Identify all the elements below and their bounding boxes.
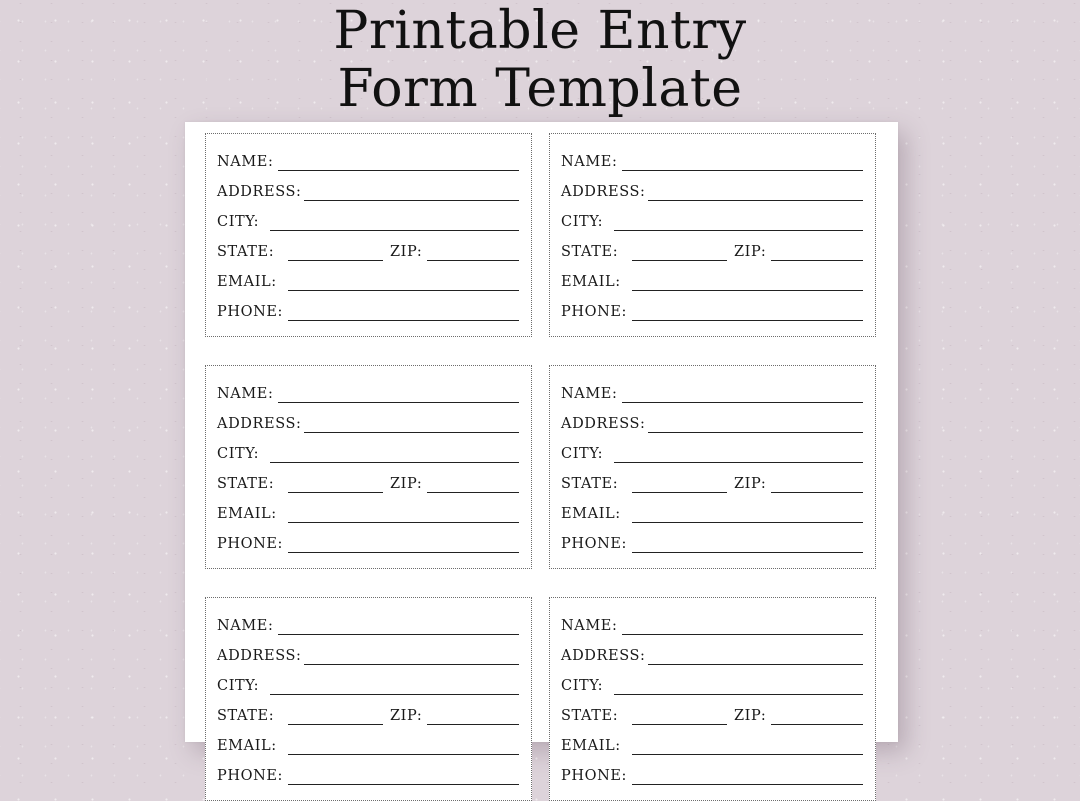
state-label: STATE: [217, 244, 275, 260]
phone-line[interactable] [288, 320, 519, 321]
zip-label: ZIP: [734, 708, 767, 724]
phone-label: PHONE: [561, 536, 628, 552]
address-line[interactable] [648, 664, 863, 665]
name-line[interactable] [622, 170, 863, 171]
city-label: CITY: [217, 678, 260, 694]
state-label: STATE: [217, 476, 275, 492]
zip-label: ZIP: [390, 476, 423, 492]
email-row [217, 734, 519, 758]
address-line[interactable] [648, 432, 863, 433]
email-line[interactable] [288, 522, 519, 523]
zip-line[interactable] [771, 724, 863, 725]
state-line[interactable] [632, 724, 727, 725]
email-label: EMAIL: [217, 274, 277, 290]
entry-card-3 [205, 365, 532, 569]
form-sheet [185, 122, 898, 784]
name-row [561, 150, 863, 174]
phone-label: PHONE: [561, 304, 628, 320]
city-line[interactable] [270, 694, 519, 695]
phone-row [217, 764, 519, 788]
email-label: EMAIL: [561, 738, 621, 754]
zip-line[interactable] [427, 724, 519, 725]
email-row [217, 270, 519, 294]
city-line[interactable] [270, 462, 519, 463]
state-label: STATE: [217, 708, 275, 724]
city-line[interactable] [270, 230, 519, 231]
entry-card-6 [549, 597, 876, 801]
name-line[interactable] [278, 402, 519, 403]
city-line[interactable] [614, 230, 863, 231]
city-label: CITY: [217, 214, 260, 230]
phone-line[interactable] [288, 784, 519, 785]
name-row [217, 150, 519, 174]
zip-label: ZIP: [390, 244, 423, 260]
name-label: NAME: [217, 618, 274, 634]
email-row [217, 502, 519, 526]
city-row [561, 210, 863, 234]
phone-line[interactable] [632, 784, 863, 785]
address-row [561, 412, 863, 436]
state-label: STATE: [561, 476, 619, 492]
city-row [217, 442, 519, 466]
state-line[interactable] [288, 260, 383, 261]
email-label: EMAIL: [217, 738, 277, 754]
zip-label: ZIP: [390, 708, 423, 724]
entry-card-2 [549, 133, 876, 337]
state-line[interactable] [632, 492, 727, 493]
city-label: CITY: [561, 214, 604, 230]
name-line[interactable] [622, 402, 863, 403]
state-zip-row [561, 704, 863, 728]
phone-row [561, 532, 863, 556]
phone-row [217, 532, 519, 556]
state-label: STATE: [561, 708, 619, 724]
zip-line[interactable] [771, 260, 863, 261]
phone-line[interactable] [288, 552, 519, 553]
phone-label: PHONE: [217, 304, 284, 320]
address-row [561, 180, 863, 204]
address-row [217, 180, 519, 204]
email-label: EMAIL: [561, 274, 621, 290]
title-line-1: Printable Entry [333, 1, 747, 61]
state-zip-row [561, 240, 863, 264]
state-line[interactable] [632, 260, 727, 261]
address-line[interactable] [648, 200, 863, 201]
zip-line[interactable] [771, 492, 863, 493]
phone-line[interactable] [632, 552, 863, 553]
entry-card-1 [205, 133, 532, 337]
email-line[interactable] [632, 522, 863, 523]
state-zip-row [561, 472, 863, 496]
address-label: ADDRESS: [217, 184, 302, 200]
address-label: ADDRESS: [561, 184, 646, 200]
address-label: ADDRESS: [217, 648, 302, 664]
address-line[interactable] [304, 200, 519, 201]
email-line[interactable] [632, 754, 863, 755]
city-line[interactable] [614, 462, 863, 463]
zip-label: ZIP: [734, 244, 767, 260]
title-line-2: Form Template [337, 59, 743, 119]
state-zip-row [217, 472, 519, 496]
page-title [0, 0, 1080, 118]
state-line[interactable] [288, 492, 383, 493]
name-line[interactable] [278, 170, 519, 171]
zip-label: ZIP: [734, 476, 767, 492]
address-line[interactable] [304, 432, 519, 433]
address-label: ADDRESS: [561, 648, 646, 664]
name-label: NAME: [561, 154, 618, 170]
city-label: CITY: [561, 678, 604, 694]
name-label: NAME: [217, 386, 274, 402]
name-row [217, 382, 519, 406]
entry-card-4 [549, 365, 876, 569]
address-row [561, 644, 863, 668]
city-label: CITY: [561, 446, 604, 462]
city-row [561, 674, 863, 698]
address-line[interactable] [304, 664, 519, 665]
state-zip-row [217, 704, 519, 728]
name-line[interactable] [622, 634, 863, 635]
phone-label: PHONE: [561, 768, 628, 784]
address-label: ADDRESS: [217, 416, 302, 432]
email-label: EMAIL: [561, 506, 621, 522]
name-row [561, 382, 863, 406]
email-label: EMAIL: [217, 506, 277, 522]
name-line[interactable] [278, 634, 519, 635]
state-line[interactable] [288, 724, 383, 725]
entry-card-5 [205, 597, 532, 801]
phone-row [561, 764, 863, 788]
name-label: NAME: [561, 386, 618, 402]
zip-line[interactable] [427, 260, 519, 261]
phone-label: PHONE: [217, 536, 284, 552]
name-label: NAME: [217, 154, 274, 170]
city-row [217, 674, 519, 698]
email-line[interactable] [632, 290, 863, 291]
name-row [217, 614, 519, 638]
address-row [217, 644, 519, 668]
city-line[interactable] [614, 694, 863, 695]
email-row [561, 734, 863, 758]
email-line[interactable] [288, 290, 519, 291]
zip-line[interactable] [427, 492, 519, 493]
address-label: ADDRESS: [561, 416, 646, 432]
name-row [561, 614, 863, 638]
state-zip-row [217, 240, 519, 264]
phone-row [561, 300, 863, 324]
city-row [561, 442, 863, 466]
city-row [217, 210, 519, 234]
state-label: STATE: [561, 244, 619, 260]
phone-label: PHONE: [217, 768, 284, 784]
email-row [561, 270, 863, 294]
name-label: NAME: [561, 618, 618, 634]
city-label: CITY: [217, 446, 260, 462]
address-row [217, 412, 519, 436]
phone-row [217, 300, 519, 324]
email-line[interactable] [288, 754, 519, 755]
email-row [561, 502, 863, 526]
phone-line[interactable] [632, 320, 863, 321]
